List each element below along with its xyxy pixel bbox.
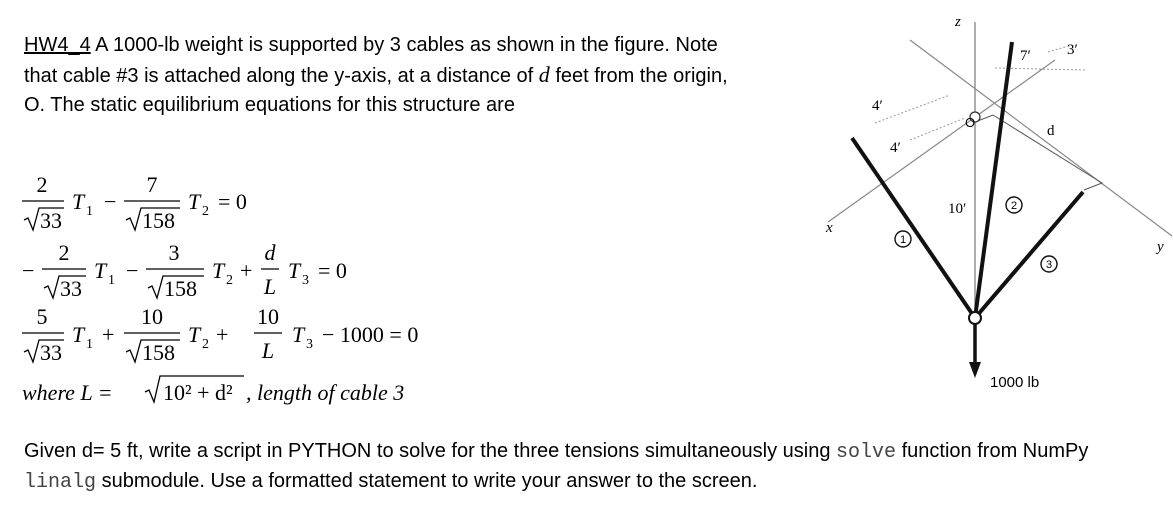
axis-y-label: y bbox=[1157, 239, 1164, 255]
intro-text-a: A 1000-lb weight is supported by 3 cables as shown in the figure. Note that cable #3 is attached along the y-axis, at a distance of bbox=[24, 34, 718, 87]
dim-d-label: d bbox=[1047, 123, 1055, 139]
eq3-sub-2: 2 bbox=[202, 337, 209, 352]
eq3-op1: + bbox=[102, 322, 115, 347]
x-axis-line bbox=[828, 60, 1055, 222]
eq2-var-t2: T bbox=[212, 258, 225, 283]
eq2-rhs: = 0 bbox=[318, 258, 347, 283]
eq2-coef3-numerator: d bbox=[264, 240, 276, 265]
axis-z-label: z bbox=[955, 14, 961, 30]
eq1-coef1-denominator: 33 bbox=[40, 208, 62, 233]
eq3-sub-3: 3 bbox=[306, 337, 313, 352]
problem-title: HW4_4 bbox=[24, 34, 91, 56]
eq2-coef1-denominator: 33 bbox=[60, 276, 82, 301]
task-text-a: Given bbox=[24, 440, 82, 462]
connection-node bbox=[969, 312, 981, 324]
eq2-coef3-denominator: L bbox=[263, 274, 277, 299]
eq2-coef2-denominator: 158 bbox=[164, 276, 197, 301]
dim-3-label: 3′ bbox=[1067, 42, 1078, 58]
eq1-op1: − bbox=[104, 189, 117, 214]
intro-text-b: feet from the origin, O. The static equilibrium equations for this structure are bbox=[24, 65, 728, 116]
eq2-op1: − bbox=[126, 258, 139, 283]
eq1-sub-2: 2 bbox=[202, 204, 209, 219]
eq1-coef2-denominator: 158 bbox=[142, 208, 175, 233]
length-definition bbox=[22, 376, 404, 405]
intro-var-d: d bbox=[538, 62, 550, 87]
eq3-var-t1: T bbox=[72, 322, 85, 347]
eq1-coef1-numerator: 2 bbox=[36, 172, 48, 197]
eq2-lead-minus: − bbox=[22, 258, 35, 283]
where-prefix: where L = bbox=[22, 380, 113, 405]
dim-4b-label: 4′ bbox=[890, 140, 901, 156]
task-fn-solve: solve bbox=[836, 441, 897, 464]
where-radicand: 10² + d² bbox=[163, 380, 233, 405]
cable-1-number: 1 bbox=[899, 234, 907, 246]
where-suffix: , length of cable 3 bbox=[246, 380, 405, 405]
dim-7-label: 7′ bbox=[1020, 48, 1031, 64]
problem-intro bbox=[24, 31, 744, 120]
eq2-var-t3: T bbox=[288, 258, 301, 283]
task-instructions bbox=[24, 437, 1144, 497]
cable-1 bbox=[852, 138, 975, 318]
task-text-b: , write a script in PYTHON to solve for the three tensions simultaneously using bbox=[137, 440, 837, 462]
axis-x-label: x bbox=[826, 220, 833, 236]
origin-label: O bbox=[965, 115, 976, 130]
eq2-op2: + bbox=[240, 258, 253, 283]
dim-10-label: 10′ bbox=[948, 201, 967, 217]
task-fn-linalg: linalg bbox=[24, 471, 97, 494]
cable-structure-figure bbox=[780, 0, 1173, 410]
load-label: 1000 lb bbox=[990, 374, 1040, 391]
eq1-var-t2: T bbox=[188, 189, 201, 214]
cable-3-number: 3 bbox=[1045, 259, 1053, 271]
task-given: d= 5 ft bbox=[81, 440, 138, 462]
task-text-d: submodule. Use a formatted statement to write your answer to the screen. bbox=[96, 470, 758, 492]
eq3-coef3-numerator: 10 bbox=[257, 304, 279, 329]
eq3-var-t2: T bbox=[188, 322, 201, 347]
equation-3 bbox=[22, 304, 418, 365]
equation-2 bbox=[22, 240, 347, 301]
eq3-coef2-numerator: 10 bbox=[141, 304, 163, 329]
eq2-sub-2: 2 bbox=[226, 273, 233, 288]
task-text-c: function from NumPy bbox=[896, 440, 1089, 462]
eq3-var-t3: T bbox=[292, 322, 305, 347]
cable-2-number: 2 bbox=[1010, 200, 1018, 212]
dim-4-label: 4′ bbox=[872, 98, 883, 114]
eq2-coef2-numerator: 3 bbox=[168, 240, 180, 265]
eq2-coef1-numerator: 2 bbox=[58, 240, 70, 265]
cable-2 bbox=[975, 42, 1012, 318]
eq3-coef3-denominator: L bbox=[261, 338, 275, 363]
load-arrow-icon bbox=[969, 362, 981, 378]
eq1-coef2-numerator: 7 bbox=[146, 172, 158, 197]
equilibrium-equations bbox=[18, 168, 478, 408]
dim-4b-line bbox=[910, 118, 965, 140]
eq2-sub-1: 1 bbox=[108, 273, 115, 288]
equation-1 bbox=[22, 172, 247, 233]
eq1-var-t1: T bbox=[72, 189, 85, 214]
eq1-sub-1: 1 bbox=[86, 204, 93, 219]
eq3-tail: − 1000 = 0 bbox=[322, 322, 419, 347]
eq3-coef1-numerator: 5 bbox=[36, 304, 48, 329]
eq1-rhs: = 0 bbox=[218, 189, 247, 214]
eq2-var-t1: T bbox=[94, 258, 107, 283]
eq3-coef1-denominator: 33 bbox=[40, 340, 62, 365]
eq3-coef2-denominator: 158 bbox=[142, 340, 175, 365]
eq3-sub-1: 1 bbox=[86, 337, 93, 352]
dim-4-line bbox=[875, 95, 950, 123]
eq2-sub-3: 3 bbox=[302, 273, 309, 288]
eq3-op2: + bbox=[216, 322, 229, 347]
